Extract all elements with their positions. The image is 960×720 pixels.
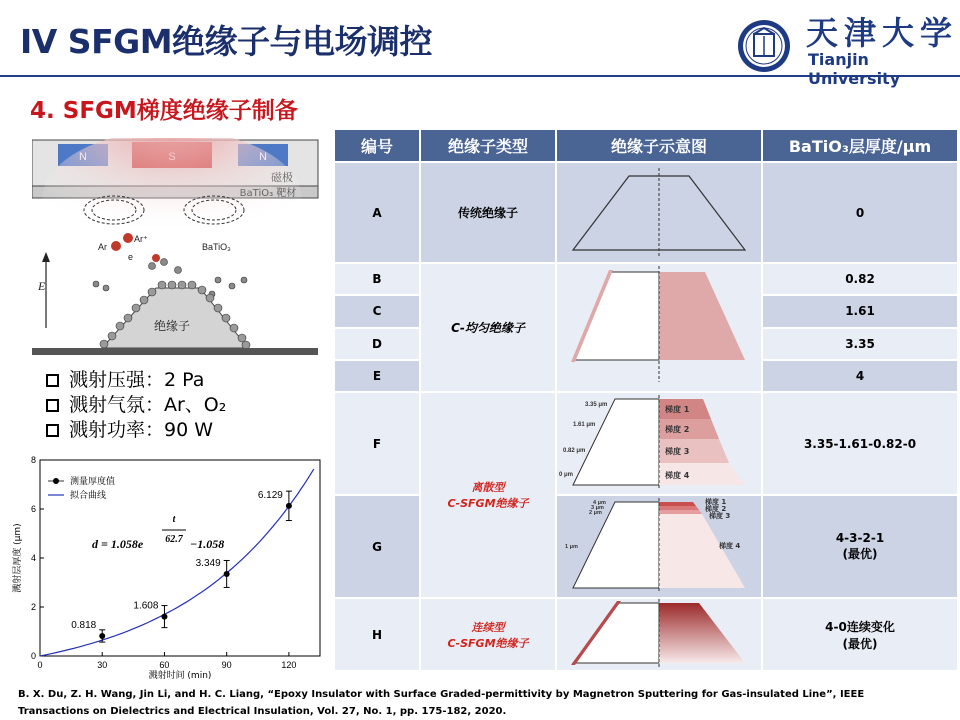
svg-text:梯度 4: 梯度 4: [665, 471, 690, 480]
y-tick-label: 4: [30, 553, 36, 563]
checkbox-icon: [46, 424, 59, 437]
svg-text:0.82 μm: 0.82 μm: [563, 448, 586, 454]
ar-label: Ar: [98, 242, 107, 252]
row-id: H: [334, 598, 420, 671]
insulator-table: [333, 128, 959, 672]
trapezoid-diagram-h: [559, 599, 759, 667]
svg-text:梯度 3: 梯度 3: [709, 512, 731, 520]
svg-text:−1.058: −1.058: [190, 537, 225, 551]
svg-text:t: t: [172, 514, 176, 525]
row-id: G: [334, 495, 420, 598]
svg-text:4 μm: 4 μm: [593, 500, 606, 506]
svg-text:梯度 2: 梯度 2: [665, 425, 690, 434]
svg-text:梯度 2: 梯度 2: [705, 505, 727, 513]
x-tick-label: 30: [97, 660, 108, 670]
col-header-diagram: 绝缘子示意图: [556, 129, 762, 162]
trapezoid-diagram-uniform: [559, 264, 759, 388]
svg-text:62.7: 62.7: [165, 534, 183, 545]
data-point: [161, 614, 167, 620]
data-label: 1.608: [133, 600, 159, 612]
y-tick-label: 0: [30, 651, 36, 661]
row-diagram: [556, 392, 762, 495]
row-diagram: [556, 263, 762, 392]
row-id: F: [334, 392, 420, 495]
reference-citation: B. X. Du, Z. H. Wang, Jin Li, and H. C. Liang, “Epoxy Insulator with Surface Graded-permittivity by Magnetron Sputtering for Gas-insulated Line”, IEEE Transactions on Dielectrics and Electrical Insulation, Vol. 27, No. 1, pp. 175-182, 2020.: [18, 689, 865, 717]
row-id: E: [334, 360, 420, 392]
bullet-power: 溅射功率：90 W: [46, 418, 226, 443]
data-label: 3.349: [195, 557, 221, 569]
sputtering-diagram: [32, 138, 322, 360]
field-e-label: E: [38, 279, 46, 293]
data-point: [99, 633, 105, 639]
col-header-thickness: BaTiO₃层厚度/μm: [762, 129, 958, 162]
svg-text:梯度 1: 梯度 1: [665, 405, 690, 414]
row-value: 3.35-1.61-0.82-0: [762, 392, 958, 495]
data-point: [286, 503, 292, 509]
university-seal-icon: [736, 18, 796, 74]
col-header-type: 绝缘子类型: [420, 129, 556, 162]
row-id: C: [334, 295, 420, 327]
x-tick-label: 60: [159, 660, 170, 670]
electron-label: e: [128, 252, 134, 262]
sputtering-params: [46, 368, 226, 443]
row-value: 1.61: [762, 295, 958, 327]
y-tick-label: 2: [30, 602, 36, 612]
bullet-atmosphere: 溅射气氛：Ar、O₂: [46, 393, 226, 418]
trapezoid-diagram-g: [559, 496, 759, 594]
ar-plus-label: Ar⁺: [134, 234, 148, 244]
table-row: [334, 392, 958, 495]
row-value: 4-0连续变化 (最优): [762, 598, 958, 671]
table-row: [334, 162, 958, 263]
university-name-en: Tianjin University: [808, 50, 901, 88]
trapezoid-diagram-f: [559, 393, 759, 491]
thickness-chart: [8, 452, 326, 682]
y-tick-label: 8: [30, 455, 36, 465]
row-value: 0.82: [762, 263, 958, 295]
svg-text:3.35 μm: 3.35 μm: [585, 402, 608, 408]
row-type: C-均匀绝缘子: [420, 263, 556, 392]
y-tick-label: 6: [30, 504, 36, 514]
row-diagram: [556, 598, 762, 671]
row-id: A: [334, 162, 420, 263]
svg-text:2 μm: 2 μm: [589, 510, 602, 516]
row-id: B: [334, 263, 420, 295]
svg-text:1.61 μm: 1.61 μm: [573, 422, 596, 428]
svg-text:3 μm: 3 μm: [591, 505, 604, 511]
row-value: 3.35: [762, 328, 958, 360]
data-label: 0.818: [71, 619, 97, 631]
row-value: 4: [762, 360, 958, 392]
row-diagram: [556, 162, 762, 263]
row-id: D: [334, 328, 420, 360]
row-type: 离散型 C-SFGM绝缘子: [420, 392, 556, 598]
data-point: [224, 571, 230, 577]
checkbox-icon: [46, 374, 59, 387]
legend-fit: 拟合曲线: [70, 491, 107, 501]
x-axis-label: 溅射时间 (min): [148, 671, 212, 681]
row-value: 4-3-2-1 (最优): [762, 495, 958, 598]
svg-text:梯度 4: 梯度 4: [719, 542, 741, 550]
svg-text:d = 1.058e: d = 1.058e: [92, 537, 144, 551]
svg-text:梯度 3: 梯度 3: [665, 447, 690, 456]
svg-text:1 μm: 1 μm: [565, 544, 578, 550]
insulator-label: 绝缘子: [153, 319, 191, 333]
bullet-pressure: 溅射压强：2 Pa: [46, 368, 226, 393]
batio-label: BaTiO₃: [202, 242, 231, 252]
row-value: 0: [762, 162, 958, 263]
table-row: [334, 263, 958, 295]
table-row: [334, 598, 958, 671]
row-type: 连续型 C-SFGM绝缘子: [420, 598, 556, 671]
x-tick-label: 0: [37, 660, 43, 670]
svg-text:0 μm: 0 μm: [559, 472, 574, 478]
svg-text:梯度 1: 梯度 1: [705, 498, 727, 506]
data-label: 6.129: [257, 489, 283, 501]
page-title: IV SFGM绝缘子与电场调控: [20, 22, 433, 61]
checkbox-icon: [46, 399, 59, 412]
x-tick-label: 120: [281, 660, 297, 670]
y-axis-label: 溅射层厚度 (μm): [13, 523, 23, 593]
legend-measured: 测量厚度值: [70, 477, 116, 487]
x-tick-label: 90: [221, 660, 232, 670]
trapezoid-diagram-a: [559, 164, 759, 258]
university-name-cn: 天津大学: [806, 14, 959, 52]
section-subtitle: 4. SFGM梯度绝缘子制备: [30, 98, 298, 124]
row-type: 传统绝缘子: [420, 162, 556, 263]
col-header-id: 编号: [334, 129, 420, 162]
row-diagram: [556, 495, 762, 598]
